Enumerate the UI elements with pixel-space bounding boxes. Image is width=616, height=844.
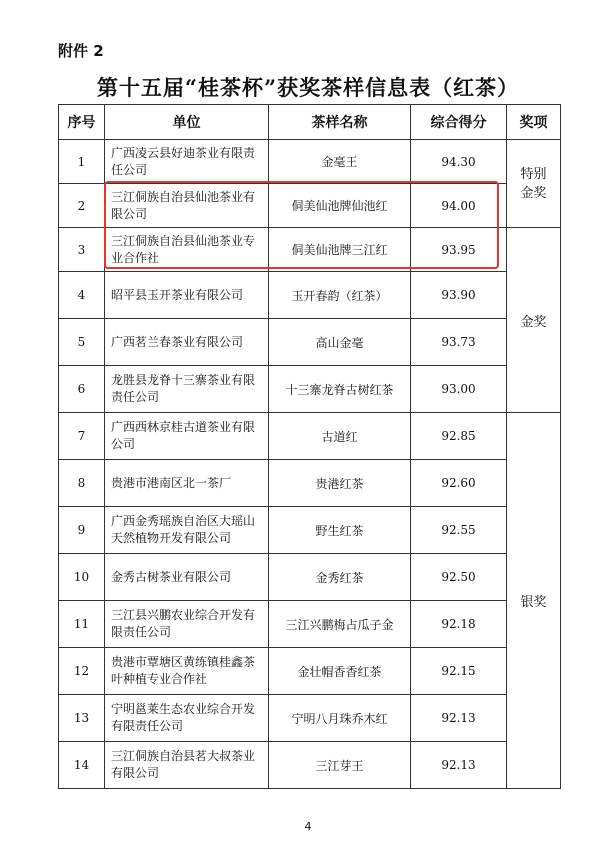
cell-seq: 6 xyxy=(59,366,105,413)
cell-seq: 11 xyxy=(59,601,105,648)
cell-score: 93.00 xyxy=(411,366,507,413)
cell-score: 92.50 xyxy=(411,554,507,601)
table-row xyxy=(59,272,561,319)
table-row xyxy=(59,648,561,695)
cell-unit: 三江县兴鹏农业综合开发有限责任公司 xyxy=(105,601,269,648)
table-row xyxy=(59,742,561,789)
cell-name: 三江芽王 xyxy=(269,742,411,789)
cell-score: 92.13 xyxy=(411,695,507,742)
cell-score: 94.30 xyxy=(411,140,507,184)
cell-unit: 龙胜县龙脊十三寨茶业有限责任公司 xyxy=(105,366,269,413)
cell-name: 贵港红茶 xyxy=(269,460,411,507)
award-gold: 金奖 xyxy=(507,228,561,413)
highlight-box xyxy=(104,181,499,269)
table-row xyxy=(59,319,561,366)
cell-seq: 9 xyxy=(59,507,105,554)
table-row xyxy=(59,601,561,648)
cell-score: 93.73 xyxy=(411,319,507,366)
table-row xyxy=(59,460,561,507)
table-row xyxy=(59,695,561,742)
cell-seq: 14 xyxy=(59,742,105,789)
cell-score: 93.90 xyxy=(411,272,507,319)
cell-unit: 金秀古树茶业有限公司 xyxy=(105,554,269,601)
cell-name: 侗美仙池牌仙池红 xyxy=(269,184,411,228)
cell-seq: 1 xyxy=(59,140,105,184)
cell-name: 高山金毫 xyxy=(269,319,411,366)
page-number: 4 xyxy=(304,820,312,833)
cell-name: 玉开春韵（红茶） xyxy=(269,272,411,319)
table-row xyxy=(59,507,561,554)
header-unit: 单位 xyxy=(105,105,269,140)
cell-unit: 宁明邕莱生态农业综合开发有限责任公司 xyxy=(105,695,269,742)
cell-score: 92.18 xyxy=(411,601,507,648)
cell-seq: 12 xyxy=(59,648,105,695)
table-row xyxy=(59,140,561,184)
cell-name: 侗美仙池牌三江红 xyxy=(269,228,411,272)
cell-name: 金秀红茶 xyxy=(269,554,411,601)
cell-seq: 8 xyxy=(59,460,105,507)
cell-unit: 广西凌云县好迪茶业有限责任公司 xyxy=(105,140,269,184)
table-row xyxy=(59,554,561,601)
cell-score: 92.60 xyxy=(411,460,507,507)
cell-name: 野生红茶 xyxy=(269,507,411,554)
cell-name: 古道红 xyxy=(269,413,411,460)
award-special-gold xyxy=(507,140,561,228)
header-award: 奖项 xyxy=(507,105,561,140)
cell-unit: 三江侗族自治县仙池茶业有限公司 xyxy=(105,184,269,228)
cell-score: 92.55 xyxy=(411,507,507,554)
header-name: 茶样名称 xyxy=(269,105,411,140)
table-row xyxy=(59,366,561,413)
award-silver: 银奖 xyxy=(507,413,561,789)
award-special-gold-label: 特别金奖 xyxy=(520,166,547,201)
cell-name: 宁明八月珠乔木红 xyxy=(269,695,411,742)
cell-seq: 4 xyxy=(59,272,105,319)
cell-name: 金壮帽香香红茶 xyxy=(269,648,411,695)
page-title: 第十五届“桂茶杯”获奖茶样信息表（红茶） xyxy=(96,75,520,100)
cell-name: 十三寨龙脊古树红茶 xyxy=(269,366,411,413)
cell-unit: 昭平县玉开茶业有限公司 xyxy=(105,272,269,319)
cell-name: 三江兴鹏梅占瓜子金 xyxy=(269,601,411,648)
cell-unit: 三江侗族自治县仙池茶业专业合作社 xyxy=(105,228,269,272)
cell-seq: 3 xyxy=(59,228,105,272)
cell-seq: 2 xyxy=(59,184,105,228)
cell-unit: 贵港市港南区北一茶厂 xyxy=(105,460,269,507)
cell-score: 92.85 xyxy=(411,413,507,460)
table-row xyxy=(59,413,561,460)
cell-score: 92.15 xyxy=(411,648,507,695)
header-seq: 序号 xyxy=(59,105,105,140)
table-header-row xyxy=(59,105,561,140)
cell-seq: 7 xyxy=(59,413,105,460)
cell-unit: 广西金秀瑶族自治区大瑶山天然植物开发有限公司 xyxy=(105,507,269,554)
cell-unit: 贵港市覃塘区黄练镇桂鑫茶叶种植专业合作社 xyxy=(105,648,269,695)
header-score: 综合得分 xyxy=(411,105,507,140)
cell-seq: 13 xyxy=(59,695,105,742)
cell-seq: 10 xyxy=(59,554,105,601)
cell-unit: 广西茗兰春茶业有限公司 xyxy=(105,319,269,366)
cell-score: 94.00 xyxy=(411,184,507,228)
cell-name: 金毫王 xyxy=(269,140,411,184)
cell-score: 93.95 xyxy=(411,228,507,272)
cell-unit: 广西西林京桂古道茶业有限公司 xyxy=(105,413,269,460)
cell-unit: 三江侗族自治县茗大叔茶业有限公司 xyxy=(105,742,269,789)
cell-score: 92.13 xyxy=(411,742,507,789)
attachment-label: 附件 2 xyxy=(58,42,104,60)
cell-seq: 5 xyxy=(59,319,105,366)
